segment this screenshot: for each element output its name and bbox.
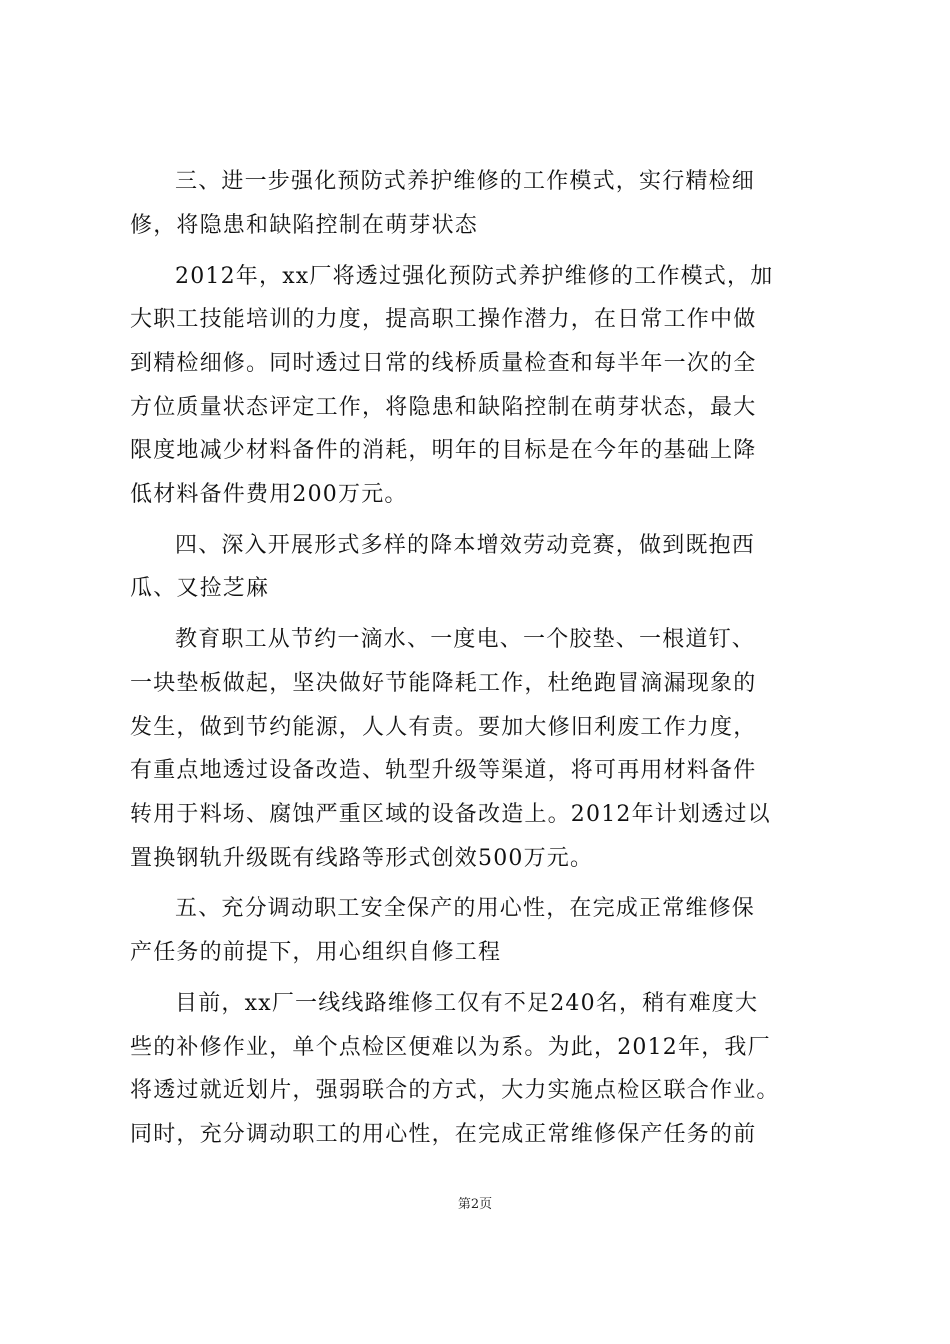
heading-4-line-2: 瓜、又捡芝麻 — [130, 576, 270, 601]
paragraph-line: 到精检细修。同时透过日常的线桥质量检查和每半年一次的全 — [130, 351, 757, 376]
paragraph-line: 些的补修作业，单个点检区便难以为系。为此，2012年，我厂 — [130, 1035, 771, 1060]
paragraph-line: 教育职工从节约一滴水、一度电、一个胶垫、一根道钉、 — [175, 627, 756, 652]
paragraph-line: 2012年，xx厂将透过强化预防式养护维修的工作模式，加 — [175, 264, 774, 289]
paragraph-line: 一块垫板做起，坚决做好节能降耗工作，杜绝跑冒滴漏现象的 — [130, 671, 757, 696]
paragraph-line: 目前，xx厂一线线路维修工仅有不足240名，稍有难度大 — [175, 991, 759, 1016]
paragraph-line: 同时，充分调动职工的用心性，在完成正常维修保产任务的前 — [130, 1122, 757, 1147]
paragraph-line: 限度地减少材料备件的消耗，明年的目标是在今年的基础上降 — [130, 438, 757, 463]
paragraph-line: 转用于料场、腐蚀严重区域的设备改造上。2012年计划透过以 — [130, 802, 771, 827]
heading-5-line-2: 产任务的前提下，用心组织自修工程 — [130, 940, 502, 965]
paragraph-line: 低材料备件费用200万元。 — [130, 482, 408, 507]
heading-5-line-1: 五、充分调动职工安全保产的用心性，在完成正常维修保 — [175, 896, 756, 921]
paragraph-line: 置换钢轨升级既有线路等形式创效500万元。 — [130, 846, 594, 871]
paragraph-line: 发生，做到节约能源，人人有责。要加大修旧利废工作力度， — [130, 715, 757, 740]
heading-3-line-1: 三、进一步强化预防式养护维修的工作模式，实行精检细 — [175, 169, 756, 194]
paragraph-line: 大职工技能培训的力度，提高职工操作潜力，在日常工作中做 — [130, 307, 757, 332]
paragraph-line: 有重点地透过设备改造、轨型升级等渠道，将可再用材料备件 — [130, 758, 757, 783]
paragraph-line: 方位质量状态评定工作，将隐患和缺陷控制在萌芽状态，最大 — [130, 395, 757, 420]
page-number: 第2页 — [457, 1197, 493, 1212]
paragraph-line: 将透过就近划片，强弱联合的方式，大力实施点检区联合作业。 — [130, 1078, 780, 1103]
heading-4-line-1: 四、深入开展形式多样的降本增效劳动竞赛，做到既抱西 — [175, 533, 756, 558]
heading-3-line-2: 修，将隐患和缺陷控制在萌芽状态 — [130, 213, 479, 238]
